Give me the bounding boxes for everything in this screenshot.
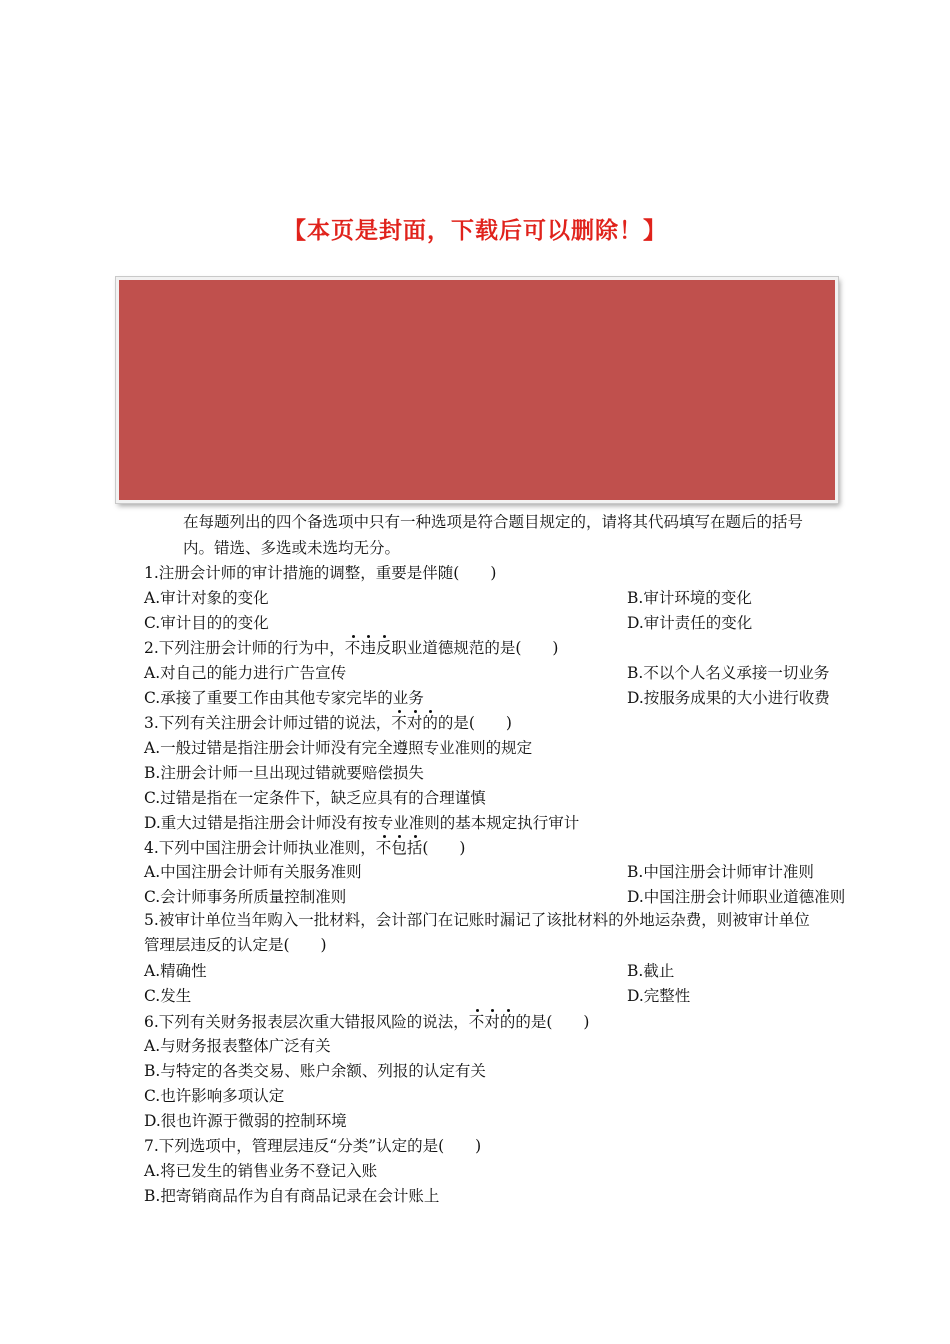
emphasis-char: 不 (375, 839, 392, 857)
question-5-options-row-2 (144, 984, 824, 1008)
question-2-options-row-1 (144, 661, 830, 685)
emphasis-char: 的 (499, 1013, 516, 1031)
q1-option-c: C.审计目的的变化 (144, 614, 269, 632)
question-2-options-row-2 (144, 686, 830, 710)
q4-option-a: A.中国注册会计师有关服务准则 (144, 863, 362, 881)
q5-option-c: C.发生 (144, 987, 192, 1005)
q3-option-a: A.一般过错是指注册会计师没有完全遵照专业准则的规定 (144, 739, 533, 757)
question-1-options-row-2 (144, 611, 824, 635)
q2-option-d: D.按服务成果的大小进行收费 (627, 689, 830, 707)
question-3-stem: 3.下列有关注册会计师过错的说法，不对的的是( ) (144, 714, 512, 732)
q1-option-d: D.审计责任的变化 (627, 614, 753, 632)
q5-option-d: D.完整性 (627, 987, 691, 1005)
q6-option-d: D.很也许源于微弱的控制环境 (144, 1112, 347, 1130)
question-5-stem: 5.被审计单位当年购入一批材料，会计部门在记账时漏记了该批材料的外地运杂费，则被审计单位管理层违反的认定是( ) (144, 911, 810, 954)
question-4-options-row-1 (144, 860, 824, 884)
q2-option-a: A.对自己的能力进行广告宣传 (144, 664, 347, 682)
question-4-options-row-2 (144, 885, 846, 909)
emphasis-char: 的 (422, 714, 438, 732)
q4-emphasis (376, 839, 423, 857)
q4-option-d: D.中国注册会计师职业道德准则 (627, 888, 846, 906)
q6-option-b: B.与特定的各类交易、账户余额、列报的认定有关 (144, 1062, 486, 1080)
question-1-options-row-1 (144, 586, 824, 610)
emphasis-char: 反 (375, 639, 392, 657)
question-4-stem: 4.下列中国注册会计师执业准则，不包括( ) (144, 839, 466, 857)
question-1-stem: 1.注册会计师的审计措施的调整，重要是伴随( ) (144, 564, 497, 582)
q6-option-a: A.与财务报表整体广泛有关 (144, 1037, 331, 1055)
emphasis-char: 对 (406, 714, 423, 732)
q5-option-a: A.精确性 (144, 962, 207, 980)
emphasis-char: 对 (484, 1013, 500, 1031)
q2-option-b: B.不以个人名义承接一切业务 (627, 664, 830, 682)
q6-emphasis (469, 1013, 516, 1031)
cover-banner: 【本页是封面，下载后可以删除！】 (283, 218, 667, 244)
q5-option-b: B.截止 (627, 962, 675, 980)
question-2-stem: 2.下列注册会计师的行为中，不违反职业道德规范的是( ) (144, 639, 559, 657)
q3-option-b: B.注册会计师一旦出现过错就要赔偿损失 (144, 764, 424, 782)
emphasis-char: 包 (391, 839, 407, 857)
emphasis-char: 不 (344, 639, 361, 657)
emphasis-char: 违 (360, 639, 376, 657)
q3-option-d: D.重大过错是指注册会计师没有按专业准则的基本规定执行审计 (144, 814, 580, 832)
emphasis-char: 不 (391, 714, 407, 732)
q4-option-c: C.会计师事务所质量控制准则 (144, 888, 347, 906)
question-7-stem: 7.下列选项中，管理层违反“分类”认定的是( ) (144, 1137, 482, 1155)
q7-option-a: A.将已发生的销售业务不登记入账 (144, 1162, 378, 1180)
q2-option-c: C.承接了重要工作由其他专家完毕的业务 (144, 689, 424, 707)
cover-block (116, 277, 838, 503)
q1-option-a: A.审计对象的变化 (144, 589, 269, 607)
q3-emphasis (391, 714, 438, 732)
q6-option-c: C.也许影响多项认定 (144, 1087, 285, 1105)
q4-option-b: B.中国注册会计师审计准则 (627, 863, 814, 881)
q2-emphasis (345, 639, 392, 657)
question-6-stem: 6.下列有关财务报表层次重大错报风险的说法，不对的的是( ) (144, 1013, 590, 1031)
instructions: 在每题列出的四个备选项中只有一种选项是符合题目规定的，请将其代码填写在题后的括号内。错选、多选或未选均无分。 (183, 513, 804, 557)
emphasis-char: 括 (406, 839, 423, 857)
q1-option-b: B.审计环境的变化 (627, 589, 752, 607)
emphasis-char: 不 (468, 1013, 485, 1031)
q3-option-c: C.过错是指在一定条件下，缺乏应具有的合理谨慎 (144, 789, 486, 807)
question-5-options-row-1 (144, 959, 824, 983)
q7-option-b: B.把寄销商品作为自有商品记录在会计账上 (144, 1187, 440, 1205)
